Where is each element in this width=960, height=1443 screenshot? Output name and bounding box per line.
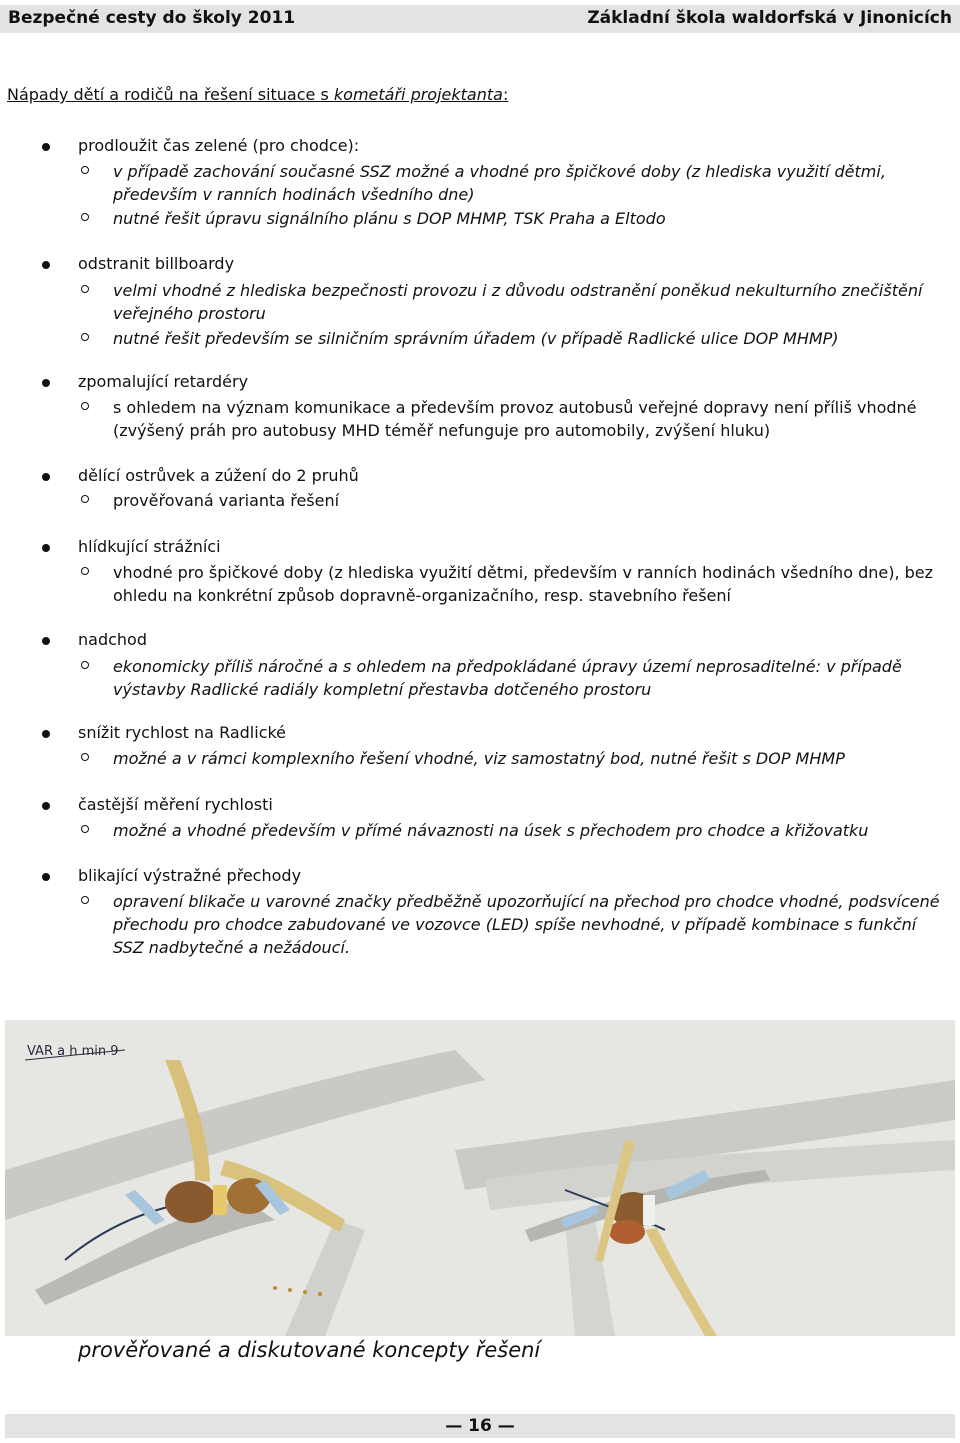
bullet-icon <box>42 473 50 481</box>
sub-item-text: možné a v rámci komplexního řešení vhodné, viz samostatný bod, nutné řešit s DOP MHMP <box>113 749 845 768</box>
bullet-icon <box>42 802 50 810</box>
page-number: — 16 — <box>445 1416 515 1436</box>
list-item-label: blikající výstražné přechody <box>78 866 302 885</box>
sketch-image <box>5 1020 955 1336</box>
sketch-drawing <box>5 1020 955 1336</box>
intro-text: Nápady dětí a rodičů na řešení situace s <box>7 85 334 104</box>
intro-italic: kometáři projektanta <box>333 85 503 104</box>
list-item-label: častější měření rychlosti <box>78 795 273 814</box>
sub-item-text: s ohledem na význam komunikace a především provoz autobusů veřejné dopravy není příliš vhodné (zvýšený práh pro autobusy MHD téměř nefunguje pro automobily, zvýšení hluku) <box>113 398 917 440</box>
list-item-label: dělící ostrůvek a zúžení do 2 pruhů <box>78 466 359 485</box>
list-item-label: zpomalující retardéry <box>78 372 249 391</box>
sub-item-text: možné a vhodné především v přímé návaznosti na úsek s přechodem pro chodce a křižovatku <box>113 821 869 840</box>
sub-item-text: v případě zachování současné SSZ možné a vhodné pro špičkové doby (z hlediska využití dětmi, především v ranních hodinách všedního dne) <box>113 162 886 204</box>
list-item-label: nadchod <box>78 630 147 649</box>
page-header <box>0 5 960 33</box>
page-footer <box>5 1414 955 1438</box>
list-item-label: prodloužit čas zelené (pro chodce): <box>78 136 360 155</box>
bullet-icon <box>42 143 50 151</box>
circle-bullet-icon <box>81 402 89 410</box>
image-caption: prověřované a diskutované koncepty řešení <box>78 1338 541 1362</box>
sub-item-text: velmi vhodné z hlediska bezpečnosti provozu i z důvodu odstranění poněkud nekulturního znečištění veřejného prostoru <box>113 281 923 323</box>
sub-item-text: opravení blikače u varovné značky předběžně upozorňující na přechod pro chodce vhodné, podsvícené přechodu pro chodce zabudované ve vozovce (LED) spíše nevhodné, v případě kombinace s funkční SSZ nadbytečné a nežádoucí. <box>113 892 940 957</box>
bullet-icon <box>42 379 50 387</box>
circle-bullet-icon <box>81 661 89 669</box>
bullet-icon <box>42 730 50 738</box>
list-item-label: snížit rychlost na Radlické <box>78 723 287 742</box>
circle-bullet-icon <box>81 495 89 503</box>
header-title-left: Bezpečné cesty do školy 2011 <box>8 8 296 28</box>
bullet-icon <box>42 261 50 269</box>
header-title-right: Základní škola waldorfská v Jinonicích <box>587 8 952 28</box>
sub-item-text: nutné řešit především se silničním správním úřadem (v případě Radlické ulice DOP MHMP) <box>113 329 839 348</box>
bullet-icon <box>42 544 50 552</box>
circle-bullet-icon <box>81 753 89 761</box>
list-item-label: odstranit billboardy <box>78 254 235 273</box>
sub-item-text: vhodné pro špičkové doby (z hlediska využití dětmi, především v ranních hodinách všedního dne), bez ohledu na konkrétní způsob dopravně-organizačního, resp. stavebního řešení <box>113 563 934 605</box>
bullet-icon <box>42 873 50 881</box>
circle-bullet-icon <box>81 567 89 575</box>
circle-bullet-icon <box>81 285 89 293</box>
sketch-handwriting: VAR a h min 9 <box>27 1044 119 1059</box>
sub-item-text: ekonomicky příliš náročné a s ohledem na předpokládané úpravy území neprosaditelné: v případě výstavby Radlické radiály kompletní přestavba dotčeného prostoru <box>113 657 902 699</box>
sub-item-text: nutné řešit úpravu signálního plánu s DOP MHMP, TSK Praha a Eltodo <box>113 209 666 228</box>
intro-colon: : <box>502 85 509 104</box>
intro-heading <box>7 85 508 104</box>
bullet-icon <box>42 637 50 645</box>
sub-item-text: prověřovaná varianta řešení <box>113 491 340 510</box>
list-item-label: hlídkující strážníci <box>78 537 221 556</box>
circle-bullet-icon <box>81 825 89 833</box>
circle-bullet-icon <box>81 333 89 341</box>
circle-bullet-icon <box>81 896 89 904</box>
circle-bullet-icon <box>81 166 89 174</box>
circle-bullet-icon <box>81 213 89 221</box>
